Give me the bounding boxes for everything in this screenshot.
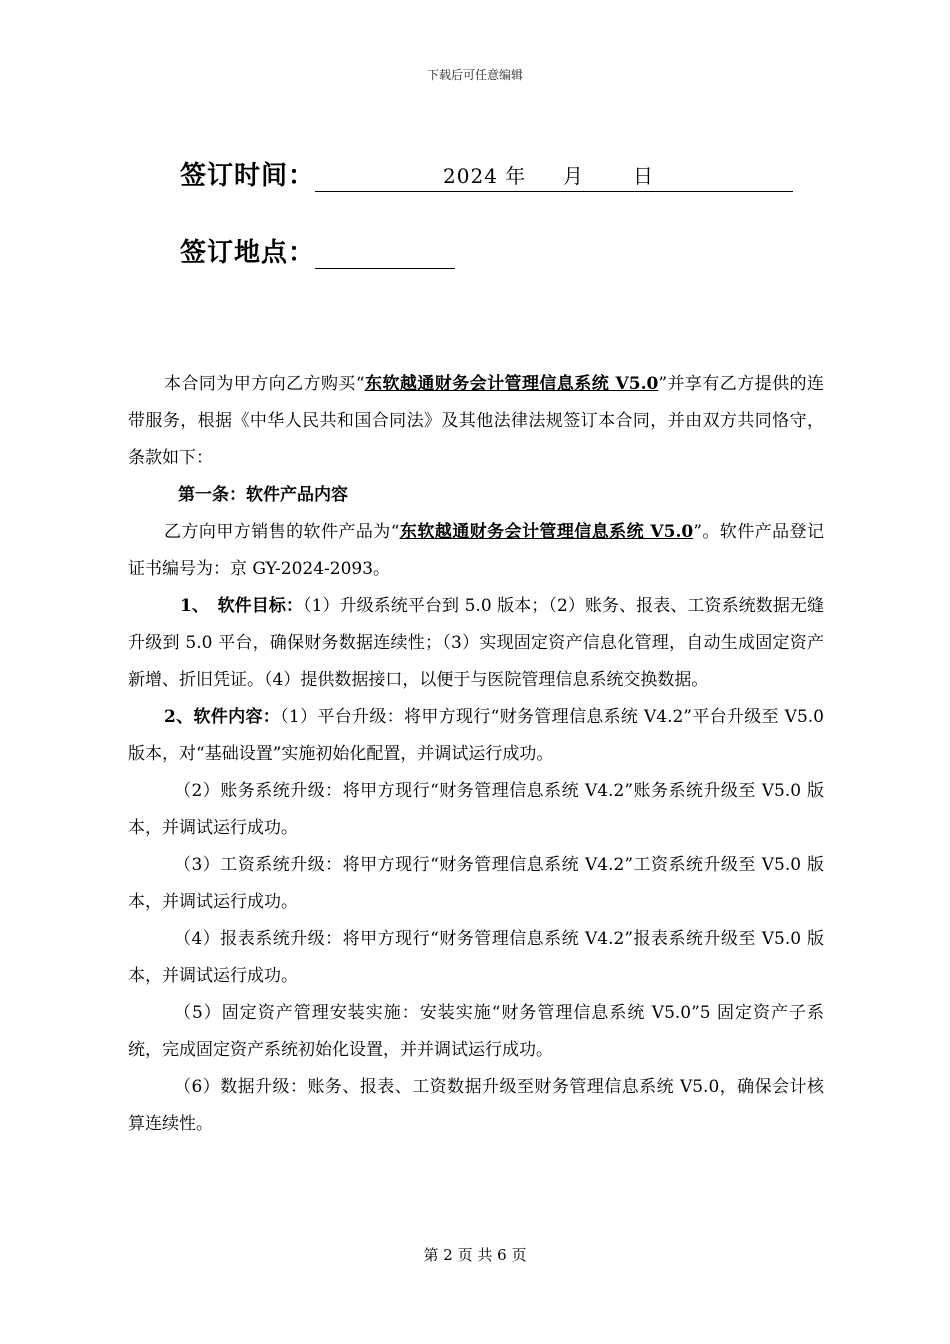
- goal-paragraph: [128, 588, 824, 699]
- content-label: 2、软件内容：: [164, 707, 281, 727]
- signing-time-row: [180, 155, 793, 192]
- intro-paragraph: [128, 366, 824, 477]
- content-item: （4）报表系统升级：将甲方现行“财务管理信息系统 V4.2”报表系统升级至 V5.0 版本，并调试运行成功。: [128, 929, 824, 986]
- intro-product-name: 东软越通财务会计管理信息系统 V5.0: [364, 374, 659, 394]
- page-footer: 第 2 页 共 6 页: [423, 1246, 527, 1264]
- content-item: （6）数据升级：账务、报表、工资数据升级至财务管理信息系统 V5.0，确保会计核算连续性。: [128, 1077, 824, 1134]
- content-paragraph: [128, 699, 824, 773]
- sales-product-name: 东软越通财务会计管理信息系统 V5.0: [399, 522, 694, 542]
- signing-place-label: 签订地点：: [180, 238, 316, 268]
- article1-title: 第一条：软件产品内容: [178, 485, 348, 505]
- content-item-1: （1）平台升级：将甲方现行“财务管理信息系统 V4.2”平台升级至 V5.0 版本，对“基础设置”实施初始化配置，并调试运行成功。: [128, 707, 824, 764]
- intro-text-1: 本合同为甲方向乙方购买“: [164, 374, 365, 394]
- signing-place-row: [180, 232, 455, 269]
- content-item: （5）固定资产管理安装实施：安装实施“财务管理信息系统 V5.0”5 固定资产子系统，完成固定资产系统初始化设置，并并调试运行成功。: [128, 1003, 824, 1060]
- sales-text-1: 乙方向甲方销售的软件产品为“: [164, 522, 400, 542]
- sales-paragraph: [128, 514, 824, 588]
- content-item: （2）账务系统升级：将甲方现行“财务管理信息系统 V4.2”账务系统升级至 V5.0 版本，并调试运行成功。: [128, 781, 824, 838]
- header-note: 下载后可任意编辑: [426, 68, 523, 82]
- goal-text: （1）升级系统平台到 5.0 版本；（2）账务、报表、工资系统数据无缝升级到 5.0 平台，确保财务数据连续性；（3）实现固定资产信息化管理，自动生成固定资产新增、折旧凭证。（4）提供数据接口，以便于与医院管理信息系统交换数据。: [128, 596, 824, 690]
- sales-text-2: ”。软件产品登记证书编号为：京 GY-2024-2093。: [128, 522, 824, 579]
- signing-place-blank: [315, 238, 455, 269]
- date-year: 2024 年: [443, 164, 527, 188]
- content-item: （3）工资系统升级：将甲方现行“财务管理信息系统 V4.2”工资系统升级至 V5.0 版本，并调试运行成功。: [128, 855, 824, 912]
- date-day: 日: [633, 164, 655, 188]
- contract-body: [128, 366, 824, 1143]
- signing-time-blank: [315, 161, 793, 192]
- signing-time-label: 签订时间：: [180, 161, 316, 191]
- goal-label: 1、 软件目标：: [180, 596, 303, 616]
- date-month: 月: [563, 164, 585, 188]
- intro-text-2: ”并享有乙方提供的连带服务，根据《中华人民共和国合同法》及其他法律法规签订本合同，并由双方共同恪守，条款如下：: [128, 374, 824, 468]
